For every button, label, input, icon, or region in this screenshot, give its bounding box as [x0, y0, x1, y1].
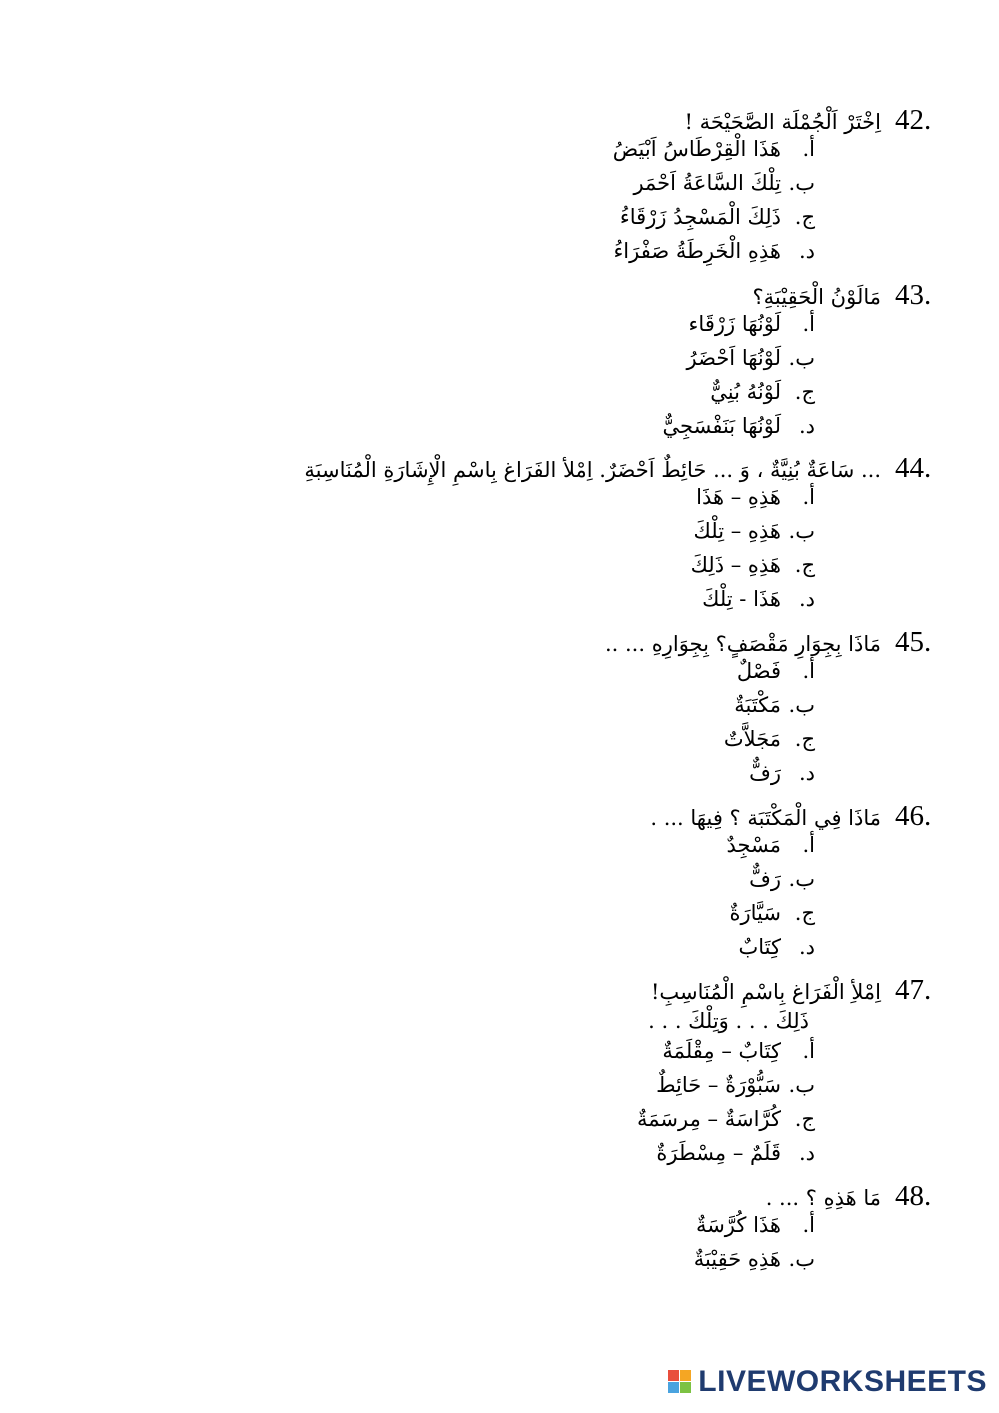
answer-option[interactable] [613, 171, 815, 205]
logo-square-1 [668, 1370, 679, 1381]
answer-option[interactable] [694, 1213, 815, 1247]
option-letter: أ. [802, 1213, 815, 1237]
option-text: سَيَّارَةٌ [729, 901, 781, 925]
answer-option[interactable] [637, 1073, 815, 1107]
option-letter: ب. [788, 519, 815, 543]
answer-option[interactable] [304, 485, 815, 519]
answer-option[interactable] [694, 1247, 815, 1281]
option-letter: د. [798, 414, 815, 438]
question-line [304, 452, 937, 485]
question-number: 47. [895, 974, 932, 1006]
option-letter: أ. [802, 485, 815, 509]
answer-option[interactable] [663, 380, 815, 414]
answer-option[interactable] [304, 553, 815, 587]
option-letter: ب. [788, 1073, 815, 1097]
answer-option[interactable] [650, 901, 815, 935]
question-text: مَالَوْنُ الْحَقِيْبَةِ؟ [752, 285, 881, 309]
answer-option[interactable] [605, 727, 815, 761]
option-letter: أ. [802, 1039, 815, 1063]
question-number: 46. [895, 800, 932, 832]
option-text: هَذِهِ الْخَرِطَةُ صَفْرَاءُ [613, 239, 781, 263]
option-text: مَسْجِدٌ [726, 833, 781, 857]
option-text: تِلْكَ السَّاعَةُ اَحْمَر [633, 171, 781, 195]
answer-option[interactable] [650, 833, 815, 867]
option-letter: ب. [788, 171, 815, 195]
option-text: هَذِهِ حَقِيْبَةٌ [693, 1247, 781, 1271]
option-text: ذَلِكَ الْمَسْجِدُ زَرْقَاءُ [619, 205, 781, 229]
answer-option[interactable] [663, 346, 815, 380]
question-number: 44. [895, 452, 932, 484]
option-text: مَجَلاَّتٌ [723, 727, 781, 751]
logo-square-2 [680, 1370, 691, 1381]
option-letter: أ. [802, 833, 815, 857]
option-text: هَذِهِ – تِلْكَ [693, 519, 781, 543]
logo-square-4 [680, 1382, 691, 1393]
answer-option[interactable] [637, 1039, 815, 1073]
option-text: لَوْنُهَا اَحْضَرُ [686, 346, 781, 370]
question-44 [304, 452, 937, 621]
question-line [694, 1180, 937, 1213]
answer-option[interactable] [613, 239, 815, 273]
question-number: 45. [895, 626, 932, 658]
option-text: رَفٌّ [749, 867, 781, 891]
option-text: كُرَّاسَةٌ – مِرسَمَةٌ [637, 1107, 781, 1131]
option-letter: د. [798, 587, 815, 611]
answer-option[interactable] [637, 1107, 815, 1141]
liveworksheets-logo-icon [668, 1370, 692, 1394]
option-letter: ج. [794, 727, 815, 751]
question-text: مَاذَا بِجِوَارِ مَقْصَفٍ؟ بِجِوَارِهِ ... .. [604, 632, 881, 656]
option-text: هَذَا كُرَّسَةٌ [695, 1213, 781, 1237]
answer-option[interactable] [637, 1141, 815, 1175]
brand-wordmark: LIVEWORKSHEETS [698, 1365, 987, 1398]
answer-option[interactable] [304, 519, 815, 553]
answer-option[interactable] [650, 867, 815, 901]
question-47 [637, 974, 937, 1175]
option-letter: ج. [794, 205, 815, 229]
question-45 [605, 626, 937, 795]
option-letter: أ. [802, 312, 815, 336]
answer-option[interactable] [605, 659, 815, 693]
answer-option[interactable] [663, 312, 815, 346]
option-letter: ب. [788, 867, 815, 891]
option-text: رَفٌّ [749, 761, 781, 785]
option-text: كِتَابٌ [738, 935, 781, 959]
question-number: 43. [895, 279, 932, 311]
answer-option[interactable] [613, 205, 815, 239]
question-number: 48. [895, 1180, 932, 1212]
question-43 [663, 279, 937, 448]
question-text: ... سَاعَةٌ بُنِيَّةٌ ، وَ ... حَائِطٌ اَحْضَرٌ. اِمْلأ الفَرَاغ بِاسْمِ الْإِشَارَةِ الْمُنَاسِبَةِ [304, 458, 881, 482]
question-line [637, 974, 937, 1007]
question-46 [650, 800, 937, 969]
question-text: مَا هَذِهِ ؟ ... . [765, 1186, 881, 1210]
question-text: اِمْلأِ الْفَرَاغ بِاسْمِ الْمُنَاسِبِ! [650, 980, 881, 1004]
answer-option[interactable] [304, 587, 815, 621]
question-48 [694, 1180, 937, 1281]
option-letter: ج. [794, 380, 815, 404]
question-text: مَاذَا فِي الْمَكْتَبَة ؟ فِيهَا ... . [650, 806, 881, 830]
option-letter: د. [798, 1141, 815, 1165]
option-letter: أ. [802, 659, 815, 683]
option-text: لَوْنُهَا زَرْقَاء [688, 312, 781, 336]
option-letter: ج. [794, 553, 815, 577]
option-text: هَذِهِ – ذَلِكَ [690, 553, 781, 577]
question-42 [613, 104, 937, 273]
option-letter: ب. [788, 1247, 815, 1271]
answer-option[interactable] [613, 137, 815, 171]
liveworksheets-brand [668, 1365, 987, 1399]
option-letter: د. [798, 761, 815, 785]
question-line [650, 800, 937, 833]
option-text: قَلَمٌ – مِسْطَرَةٌ [656, 1141, 781, 1165]
answer-option[interactable] [663, 414, 815, 448]
option-letter: ج. [794, 1107, 815, 1131]
option-letter: د. [798, 239, 815, 263]
question-line [605, 626, 937, 659]
option-text: هَذَا - تِلْكَ [702, 587, 781, 611]
question-line [613, 104, 937, 137]
option-text: فَصْلٌ [736, 659, 781, 683]
answer-option[interactable] [605, 693, 815, 727]
option-letter: ب. [788, 346, 815, 370]
question-number: 42. [895, 104, 932, 136]
option-text: مَكْتَبَةٌ [734, 693, 781, 717]
question-text: اِخْتَرْ اَلْجُمْلَة الصَّحَيْحَة ! [684, 110, 881, 134]
option-letter: أ. [802, 137, 815, 161]
answer-option[interactable] [650, 935, 815, 969]
option-letter: ب. [788, 693, 815, 717]
question-line [663, 279, 937, 312]
answer-option[interactable] [605, 761, 815, 795]
option-text: كِتَابٌ – مِقْلَمَةٌ [662, 1039, 781, 1063]
option-text: لَوْنُهُ بُنِيٌّ [710, 380, 781, 404]
option-text: هَذِهِ – هَذَا [696, 485, 781, 509]
option-text: هَذَا الْقِرْطَاسُ اَبْيَضُ [612, 137, 781, 161]
option-letter: د. [798, 935, 815, 959]
logo-square-3 [668, 1382, 679, 1393]
option-letter: ج. [794, 901, 815, 925]
question-subline: ذَلِكَ . . . وَتِلْكَ . . . [648, 1009, 809, 1033]
option-text: سَبُّوْرَةٌ – حَائِطٌ [656, 1073, 781, 1097]
option-text: لَوْنُهَا بَنَفْسَجِيٌّ [662, 414, 781, 438]
